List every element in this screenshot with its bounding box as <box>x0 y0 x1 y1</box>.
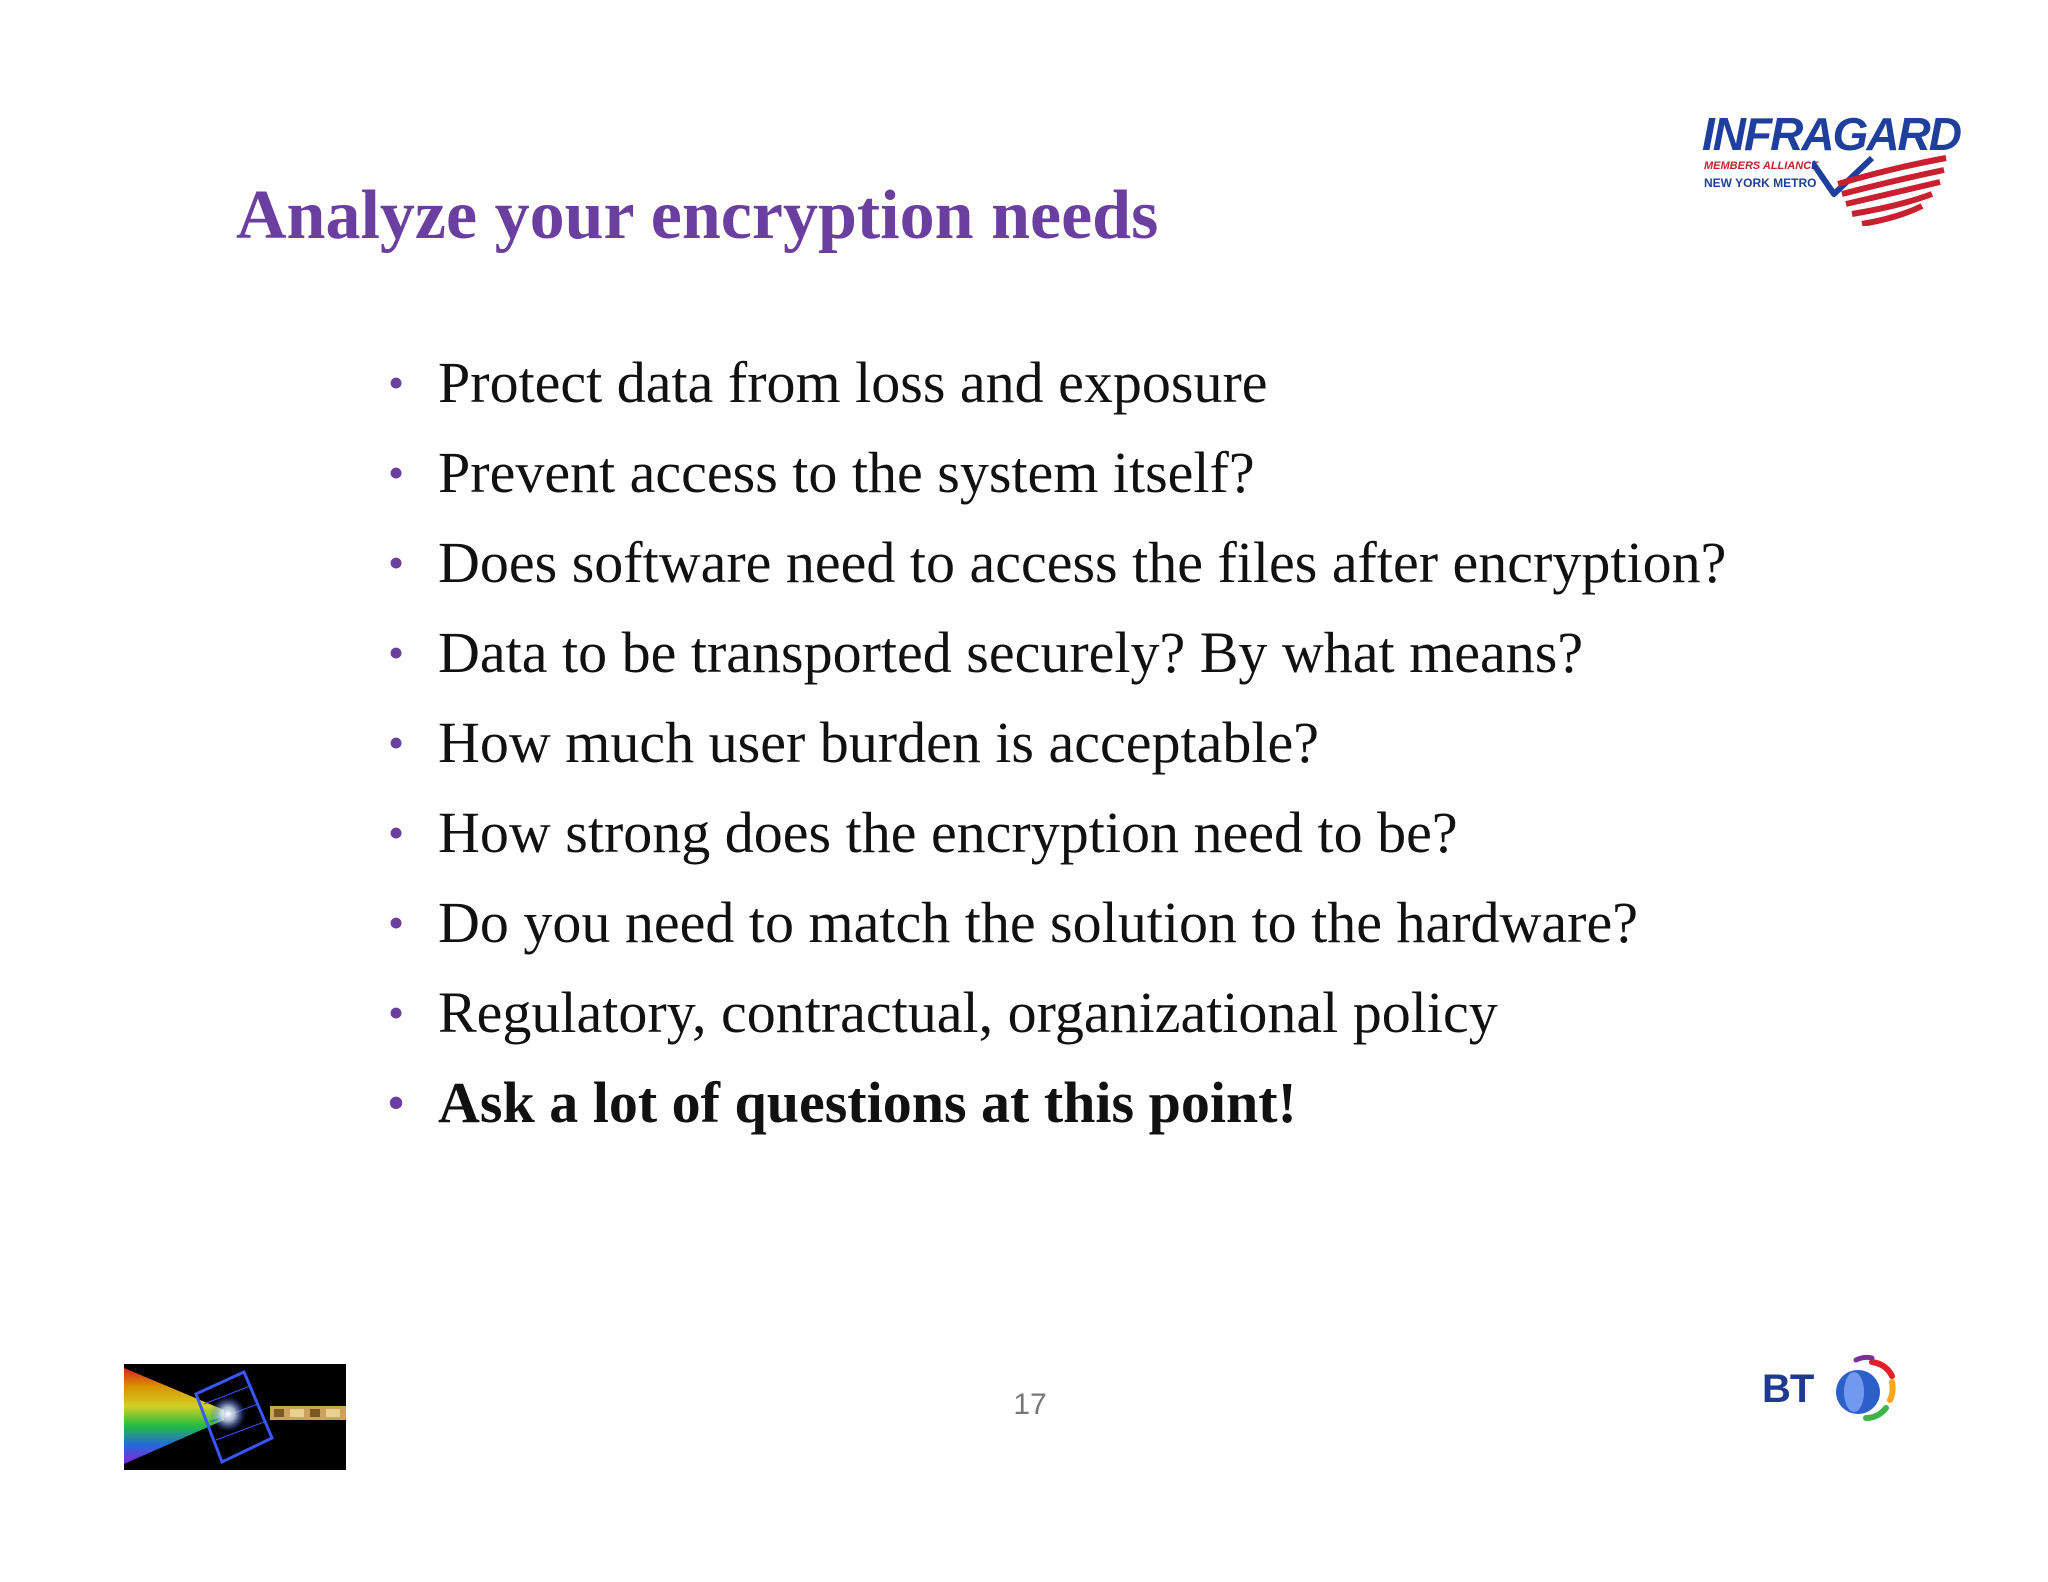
bullet-marker: • <box>388 537 405 588</box>
bullet-marker: • <box>388 447 405 498</box>
bullet-list <box>388 340 1726 1150</box>
light-prism-graphic <box>124 1364 346 1470</box>
infragard-logo <box>1700 108 1960 228</box>
bullet-item <box>388 610 1726 700</box>
bullet-text: Data to be transported securely? By what means? <box>438 620 1584 685</box>
bullet-item <box>388 790 1726 880</box>
bt-wordmark: BT <box>1762 1367 1814 1411</box>
infragard-members-alliance: MEMBERS ALLIANCE <box>1704 160 1819 172</box>
bullet-item <box>388 430 1726 520</box>
bullet-text: Do you need to match the solution to the hardware? <box>438 890 1638 955</box>
bullet-marker: • <box>388 807 405 858</box>
bullet-text: Does software need to access the files after encryption? <box>438 530 1727 595</box>
bullet-item <box>388 880 1726 970</box>
bullet-item <box>388 700 1726 790</box>
bullet-marker: • <box>388 717 405 768</box>
bullet-text: How much user burden is acceptable? <box>438 710 1319 775</box>
bullet-item-emphasis <box>388 1060 1726 1150</box>
bullet-item <box>388 340 1726 430</box>
bt-globe-icon <box>1828 1352 1900 1424</box>
infragard-new-york-metro: NEW YORK METRO <box>1704 176 1817 190</box>
bullet-text: Regulatory, contractual, organizational policy <box>438 980 1498 1045</box>
bt-logo <box>1760 1352 1900 1424</box>
page-number: 17 <box>1013 1388 1047 1421</box>
bullet-item <box>388 520 1726 610</box>
bullet-marker: • <box>388 1077 405 1128</box>
light-prism-image <box>124 1364 346 1470</box>
bullet-marker: • <box>388 897 405 948</box>
slide-title: Analyze your encryption needs <box>236 177 1159 254</box>
bullet-text: Prevent access to the system itself? <box>438 440 1255 505</box>
bullet-item <box>388 970 1726 1060</box>
infragard-wordmark: INFRAGARD <box>1702 108 1960 160</box>
bullet-text: Ask a lot of questions at this point! <box>438 1070 1297 1135</box>
bullet-marker: • <box>388 357 405 408</box>
bullet-text: How strong does the encryption need to be? <box>438 800 1458 865</box>
bullet-text: Protect data from loss and exposure <box>438 350 1268 415</box>
bullet-marker: • <box>388 627 405 678</box>
bullet-marker: • <box>388 987 405 1038</box>
us-flag-check-icon <box>1812 154 1948 226</box>
